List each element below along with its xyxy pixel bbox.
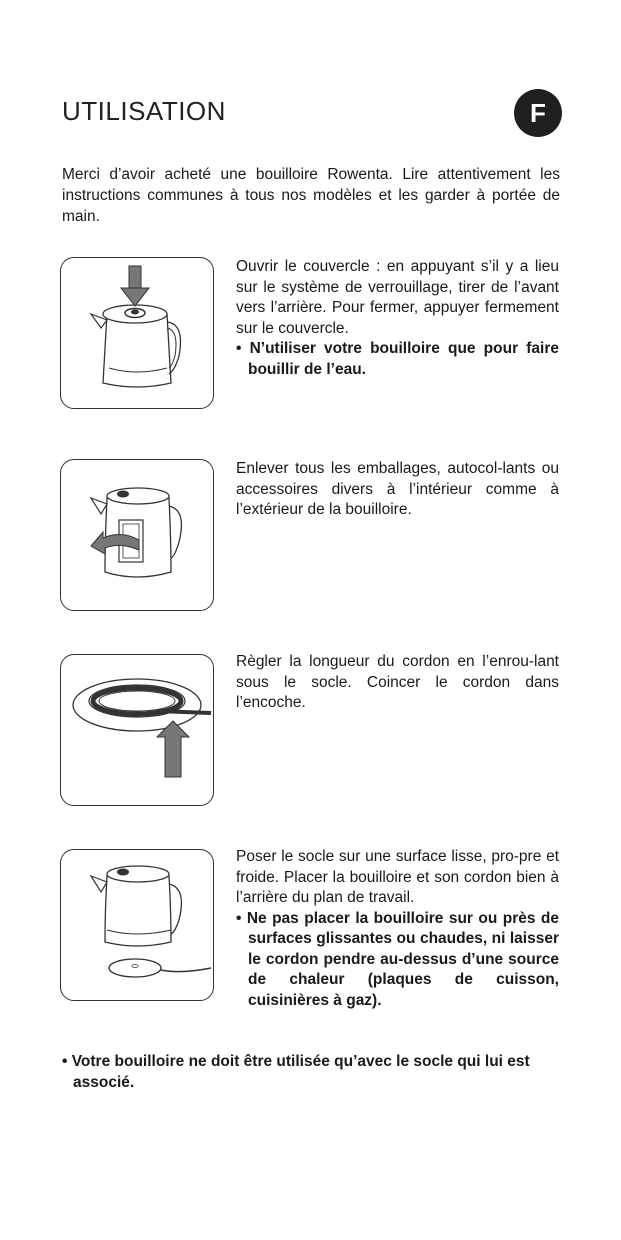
- step-1-warning: • N’utiliser votre bouilloire que pour faire bouillir de l’eau.: [236, 340, 559, 378]
- step-4-instruction: Poser le socle sur une surface lisse, pro-pre et froide. Placer la bouilloire et son cordon bien à l’arrière du plan de travail.: [236, 848, 559, 906]
- step-3-illustration: [60, 654, 214, 806]
- page-title: UTILISATION: [62, 96, 226, 126]
- step-4-warning: • Ne pas placer la bouilloire sur ou près de surfaces glissantes ou chaudes, ni laisser le cordon pendre au-dessus d’une source de chaleur (plaques de cuisson, cuisinières à gaz).: [236, 909, 559, 1009]
- step-1-illustration: [60, 257, 214, 409]
- step-3-text: [236, 652, 559, 714]
- step-2-instruction: Enlever tous les emballages, autocol-lants ou accessoires divers à l’intérieur comme à l’extérieur de la bouilloire.: [236, 460, 559, 518]
- step-1-instruction: Ouvrir le couvercle : en appuyant s’il y a lieu sur le système de verrouillage, tirer de l’avant vers l’arrière. Pour fermer, appuyer fermement sur le couvercle.: [236, 258, 559, 337]
- step-2-illustration: [60, 459, 214, 611]
- step-1-text: [236, 257, 559, 380]
- language-badge: F: [514, 89, 562, 137]
- step-2-text: [236, 459, 559, 521]
- step-4-text: [236, 847, 559, 1011]
- footnote-warning: • Votre bouilloire ne doit être utilisée qu’avec le socle qui lui est associé.: [62, 1053, 530, 1091]
- step-3-instruction: Règler la longueur du cordon en l’enrou-lant sous le socle. Coincer le cordon dans l’encoche.: [236, 653, 559, 711]
- intro-paragraph: Merci d’avoir acheté une bouilloire Rowenta. Lire attentivement les instructions communes à tous nos modèles et les garder à portée de main.: [62, 166, 560, 225]
- step-4-illustration: [60, 849, 214, 1001]
